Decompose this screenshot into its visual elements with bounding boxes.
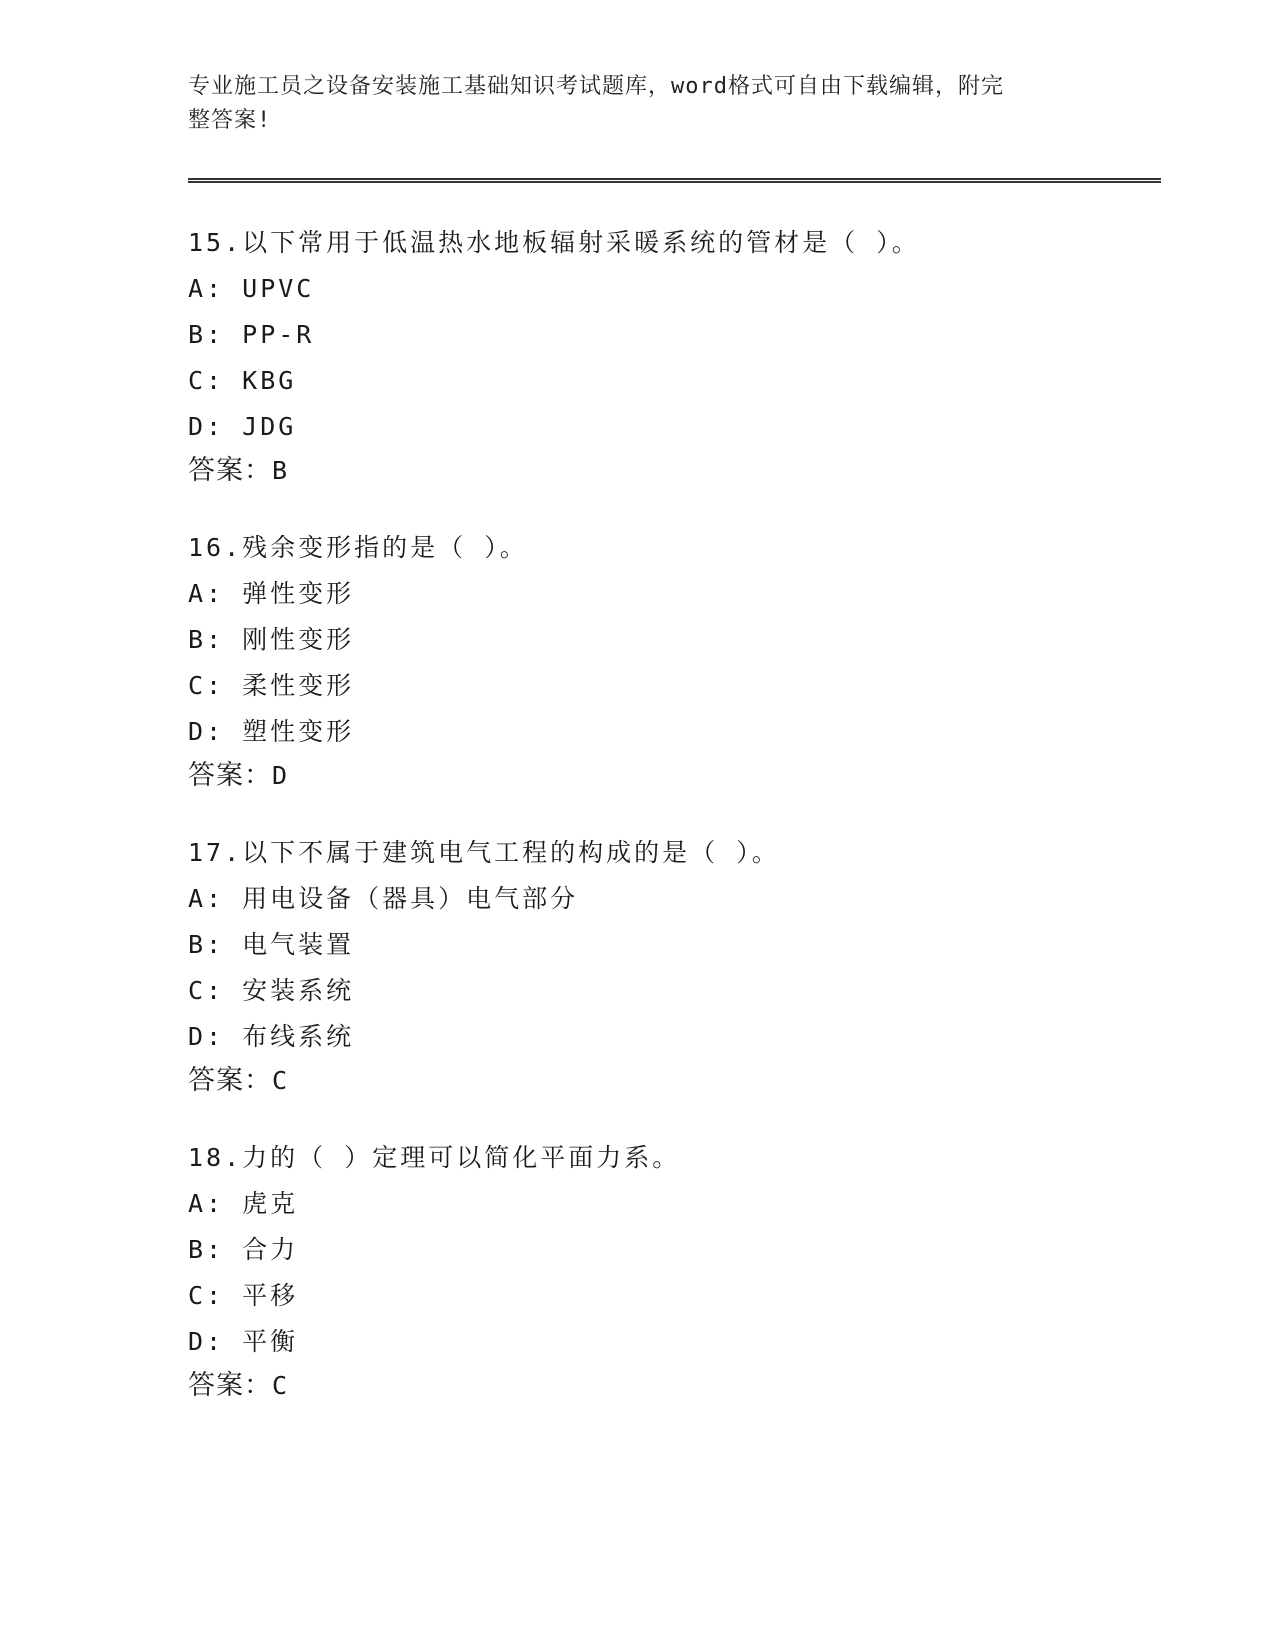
answer-value: C [272,1066,289,1095]
option-c: C: 安装系统 [188,976,355,1005]
answer-value: D [272,761,289,790]
question-18 [188,1143,1148,1401]
answer-line [188,1371,1148,1401]
option-a: A: 用电设备（器具）电气部分 [188,884,579,913]
answer-line [188,456,1148,486]
option-c: C: KBG [188,366,297,395]
answer-label: 答案： [188,760,272,791]
option-d: D: 布线系统 [188,1022,355,1051]
header-line-2: 整答案! [188,108,272,133]
option-c: C: 平移 [188,1281,299,1310]
option-d: D: 塑性变形 [188,717,355,746]
answer-label: 答案： [188,455,272,486]
question-stem: 17.以下不属于建筑电气工程的构成的是（ ）。 [188,838,780,867]
header-divider [188,178,1161,183]
answer-line [188,761,1148,791]
answer-value: C [272,1371,289,1400]
option-b: B: PP-R [188,320,315,349]
answer-label: 答案： [188,1370,272,1401]
option-b: B: 合力 [188,1235,299,1264]
question-16 [188,533,1148,791]
answer-value: B [272,456,289,485]
option-b: B: 刚性变形 [188,625,355,654]
option-d: D: JDG [188,412,297,441]
option-a: A: 弹性变形 [188,579,355,608]
option-a: A: UPVC [188,274,315,303]
option-c: C: 柔性变形 [188,671,355,700]
answer-label: 答案： [188,1065,272,1096]
document-header [188,70,1088,138]
question-stem: 16.残余变形指的是（ ）。 [188,533,528,562]
question-15 [188,228,1148,486]
option-d: D: 平衡 [188,1327,299,1356]
question-stem: 15.以下常用于低温热水地板辐射采暖系统的管材是（ ）。 [188,228,920,257]
question-17 [188,838,1148,1096]
answer-line [188,1066,1148,1096]
question-stem: 18.力的（ ）定理可以简化平面力系。 [188,1143,681,1172]
option-b: B: 电气装置 [188,930,355,959]
header-line-1: 专业施工员之设备安装施工基础知识考试题库，word格式可自由下载编辑，附完 [188,74,1004,99]
option-a: A: 虎克 [188,1189,299,1218]
